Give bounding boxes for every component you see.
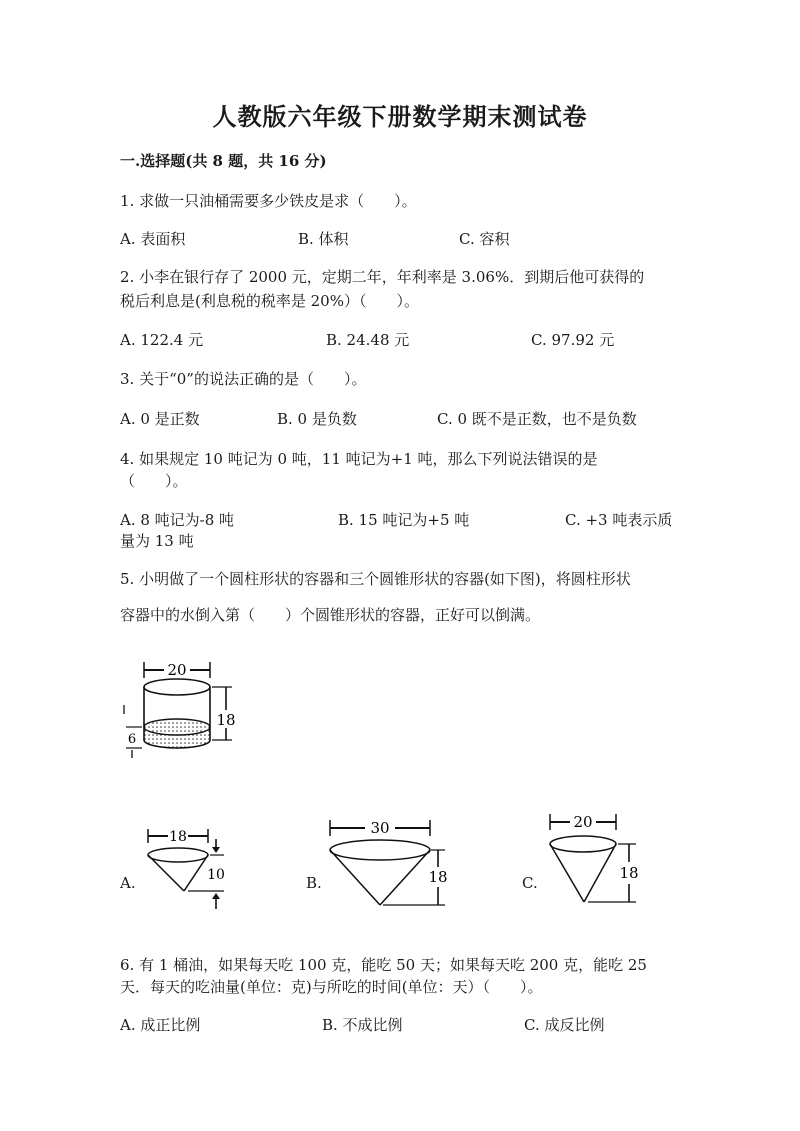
question-4-option-a[interactable]: A. 8 吨记为-8 吨 (120, 511, 235, 529)
question-5-text-line-2: 容器中的水倒入第（ ）个圆锥形状的容器，正好可以倒满。 (120, 606, 541, 624)
question-3-text: 3. 关于“0”的说法正确的是（ ）。 (120, 370, 367, 388)
cone-c-option-label[interactable]: C. (522, 874, 538, 892)
question-6-option-a[interactable]: A. 成正比例 (120, 1016, 201, 1034)
question-3-option-a[interactable]: A. 0 是正数 (120, 410, 200, 428)
question-2-text-line-2: 税后利息是(利息税的税率是 20%）（ ）。 (120, 292, 419, 310)
question-2-text-line-1: 2. 小李在银行存了 2000 元，定期二年，年利率是 3.06%．到期后他可获得的 (120, 268, 645, 286)
cone-c-height-label: 18 (619, 864, 639, 882)
cylinder-figure (120, 650, 250, 765)
cone-b-figure (325, 815, 455, 915)
cone-b-option-label[interactable]: B. (306, 874, 322, 892)
question-3-option-c[interactable]: C. 0 既不是正数，也不是负数 (437, 410, 637, 428)
question-4-text-line-1: 4. 如果规定 10 吨记为 0 吨，11 吨记为+1 吨，那么下列说法错误的是 (120, 450, 598, 468)
cone-a-option-label[interactable]: A. (120, 874, 136, 892)
cylinder-water-label: 6 (127, 732, 137, 747)
question-1-option-a[interactable]: A. 表面积 (120, 230, 186, 248)
question-6-option-b[interactable]: B. 不成比例 (322, 1016, 403, 1034)
question-1-option-c[interactable]: C. 容积 (459, 230, 510, 248)
question-2-option-c[interactable]: C. 97.92 元 (531, 331, 615, 349)
cone-a-diameter-label: 18 (169, 829, 187, 845)
section-heading: 一.选择题(共 8 题，共 16 分) (120, 152, 327, 170)
question-2-option-a[interactable]: A. 122.4 元 (120, 331, 204, 349)
question-4-option-c-wrap: 量为 13 吨 (120, 532, 194, 550)
question-1-text: 1. 求做一只油桶需要多少铁皮是求（ ）。 (120, 192, 417, 210)
cone-c-diameter-label: 20 (573, 813, 593, 831)
question-1-option-b[interactable]: B. 体积 (298, 230, 349, 248)
cone-b-height-label: 18 (428, 868, 448, 886)
cylinder-diameter-label: 20 (167, 661, 187, 679)
question-3-option-b[interactable]: B. 0 是负数 (277, 410, 357, 428)
question-6-option-c[interactable]: C. 成反比例 (524, 1016, 605, 1034)
page-title: 人教版六年级下册数学期末测试卷 (212, 102, 588, 131)
question-4-text-line-2: （ ）。 (120, 472, 188, 490)
question-5-text-line-1: 5. 小明做了一个圆柱形状的容器和三个圆锥形状的容器(如下图)，将圆柱形状 (120, 570, 631, 588)
cylinder-height-label: 18 (216, 711, 236, 729)
cone-a-figure (140, 825, 240, 915)
cone-b-diameter-label: 30 (370, 819, 390, 837)
question-6-text-line-2: 天．每天的吃油量(单位：克)与所吃的时间(单位：天）（ ）。 (120, 978, 543, 996)
cone-c-figure (544, 808, 654, 908)
question-4-option-b[interactable]: B. 15 吨记为+5 吨 (338, 511, 470, 529)
question-6-text-line-1: 6. 有 1 桶油，如果每天吃 100 克，能吃 50 天；如果每天吃 200 克，能吃 25 (120, 956, 647, 974)
question-2-option-b[interactable]: B. 24.48 元 (326, 331, 410, 349)
question-4-option-c[interactable]: C. +3 吨表示质 (565, 511, 673, 529)
cone-a-height-label: 10 (207, 867, 225, 883)
